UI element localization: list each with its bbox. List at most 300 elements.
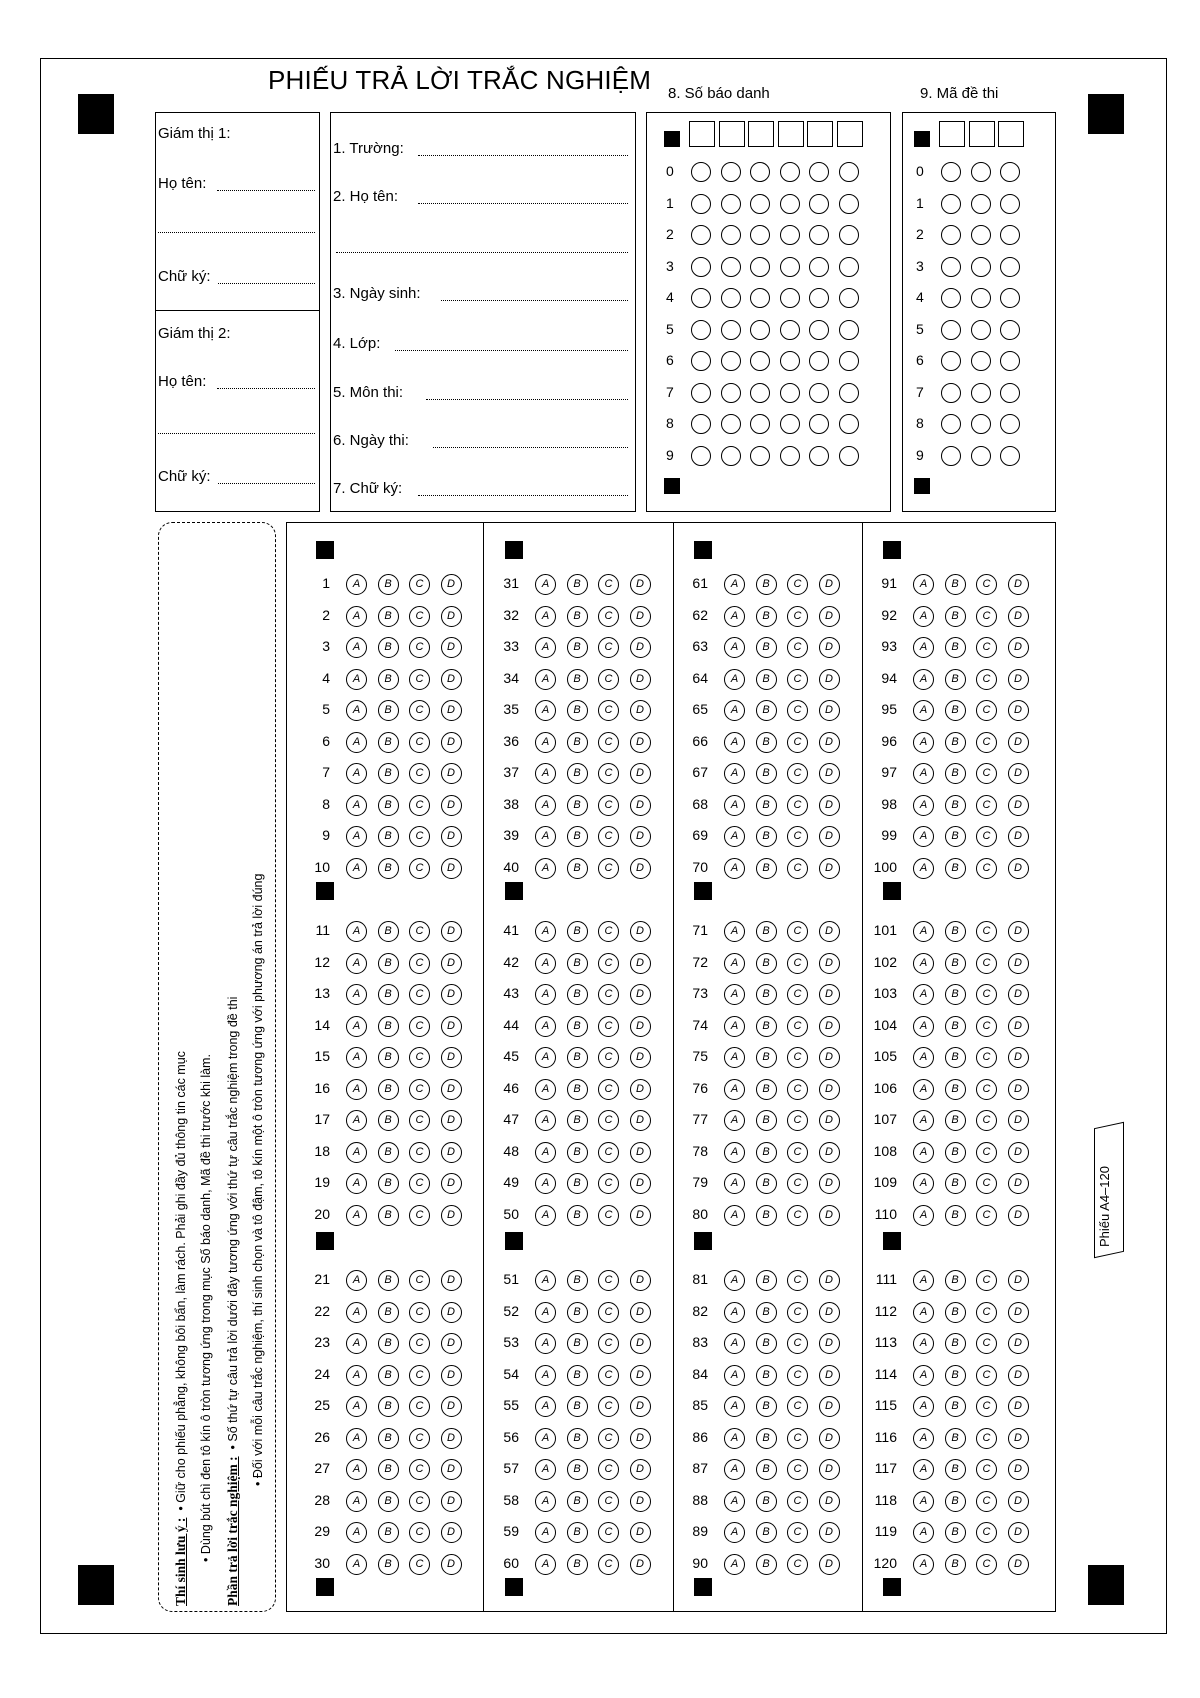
answer-bubble-b[interactable]: B [567,984,588,1005]
answer-bubble-b[interactable]: B [567,921,588,942]
answer-bubble-d[interactable]: D [819,763,840,784]
answer-bubble-c[interactable]: C [976,700,997,721]
answer-bubble-c[interactable]: C [598,1205,619,1226]
answer-bubble-a[interactable]: A [535,1173,556,1194]
answer-bubble-a[interactable]: A [724,1110,745,1131]
answer-bubble-a[interactable]: A [346,1016,367,1037]
sbd-bubble[interactable] [839,446,859,466]
answer-bubble-b[interactable]: B [567,1491,588,1512]
answer-bubble-d[interactable]: D [819,1491,840,1512]
answer-bubble-d[interactable]: D [441,858,462,879]
answer-bubble-b[interactable]: B [756,1079,777,1100]
answer-bubble-b[interactable]: B [756,1205,777,1226]
answer-bubble-c[interactable]: C [598,669,619,690]
made-bubble[interactable] [941,320,961,340]
sbd-write-cell[interactable] [748,121,774,147]
answer-bubble-b[interactable]: B [756,1173,777,1194]
sbd-write-cell[interactable] [719,121,745,147]
answer-bubble-a[interactable]: A [346,1428,367,1449]
answer-bubble-c[interactable]: C [976,637,997,658]
sbd-bubble[interactable] [809,288,829,308]
answer-bubble-a[interactable]: A [913,1016,934,1037]
answer-bubble-a[interactable]: A [724,1016,745,1037]
answer-bubble-a[interactable]: A [724,1302,745,1323]
answer-bubble-b[interactable]: B [756,1554,777,1575]
answer-bubble-a[interactable]: A [346,763,367,784]
sbd-bubble[interactable] [721,288,741,308]
answer-bubble-d[interactable]: D [819,1302,840,1323]
answer-bubble-c[interactable]: C [787,606,808,627]
answer-bubble-b[interactable]: B [378,1365,399,1386]
sbd-bubble[interactable] [780,194,800,214]
answer-bubble-d[interactable]: D [630,1396,651,1417]
answer-bubble-b[interactable]: B [945,984,966,1005]
answer-bubble-a[interactable]: A [913,732,934,753]
answer-bubble-d[interactable]: D [819,1142,840,1163]
answer-bubble-c[interactable]: C [976,1522,997,1543]
answer-bubble-c[interactable]: C [409,637,430,658]
answer-bubble-a[interactable]: A [346,858,367,879]
sbd-bubble[interactable] [750,288,770,308]
answer-bubble-c[interactable]: C [787,858,808,879]
answer-bubble-b[interactable]: B [756,858,777,879]
answer-bubble-c[interactable]: C [787,1110,808,1131]
supervisor2-name-field[interactable] [217,388,315,389]
answer-bubble-b[interactable]: B [567,1459,588,1480]
answer-bubble-d[interactable]: D [1008,795,1029,816]
sbd-bubble[interactable] [750,383,770,403]
answer-bubble-d[interactable]: D [441,1522,462,1543]
answer-bubble-d[interactable]: D [819,1459,840,1480]
answer-bubble-b[interactable]: B [378,795,399,816]
answer-bubble-d[interactable]: D [441,795,462,816]
sbd-bubble[interactable] [839,383,859,403]
answer-bubble-c[interactable]: C [598,637,619,658]
answer-bubble-c[interactable]: C [598,1302,619,1323]
info-field-input[interactable] [426,399,628,400]
answer-bubble-b[interactable]: B [945,1110,966,1131]
answer-bubble-d[interactable]: D [1008,574,1029,595]
answer-bubble-c[interactable]: C [409,1333,430,1354]
answer-bubble-c[interactable]: C [787,1302,808,1323]
answer-bubble-a[interactable]: A [724,732,745,753]
answer-bubble-d[interactable]: D [630,921,651,942]
answer-bubble-d[interactable]: D [819,1396,840,1417]
answer-bubble-a[interactable]: A [724,1365,745,1386]
answer-bubble-b[interactable]: B [945,953,966,974]
answer-bubble-c[interactable]: C [409,574,430,595]
answer-bubble-a[interactable]: A [535,1365,556,1386]
made-bubble[interactable] [941,194,961,214]
answer-bubble-c[interactable]: C [409,953,430,974]
answer-bubble-b[interactable]: B [378,606,399,627]
sbd-bubble[interactable] [809,383,829,403]
answer-bubble-a[interactable]: A [535,953,556,974]
answer-bubble-a[interactable]: A [724,606,745,627]
sbd-bubble[interactable] [780,320,800,340]
answer-bubble-a[interactable]: A [913,984,934,1005]
answer-bubble-c[interactable]: C [976,1428,997,1449]
sbd-bubble[interactable] [721,446,741,466]
answer-bubble-c[interactable]: C [787,1459,808,1480]
sbd-bubble[interactable] [839,194,859,214]
answer-bubble-c[interactable]: C [976,921,997,942]
answer-bubble-d[interactable]: D [819,1016,840,1037]
answer-bubble-d[interactable]: D [819,1365,840,1386]
answer-bubble-b[interactable]: B [378,574,399,595]
answer-bubble-b[interactable]: B [945,732,966,753]
sbd-bubble[interactable] [839,414,859,434]
answer-bubble-d[interactable]: D [441,1302,462,1323]
answer-bubble-c[interactable]: C [409,700,430,721]
answer-bubble-d[interactable]: D [630,700,651,721]
answer-bubble-c[interactable]: C [409,826,430,847]
answer-bubble-b[interactable]: B [378,700,399,721]
answer-bubble-a[interactable]: A [535,669,556,690]
answer-bubble-b[interactable]: B [945,1554,966,1575]
answer-bubble-b[interactable]: B [756,1047,777,1068]
sbd-bubble[interactable] [691,257,711,277]
answer-bubble-c[interactable]: C [409,1110,430,1131]
answer-bubble-a[interactable]: A [346,1173,367,1194]
made-bubble[interactable] [941,446,961,466]
answer-bubble-a[interactable]: A [535,1142,556,1163]
answer-bubble-b[interactable]: B [756,826,777,847]
answer-bubble-b[interactable]: B [756,606,777,627]
answer-bubble-c[interactable]: C [409,1522,430,1543]
answer-bubble-c[interactable]: C [598,1365,619,1386]
answer-bubble-c[interactable]: C [976,1270,997,1291]
answer-bubble-d[interactable]: D [1008,1079,1029,1100]
answer-bubble-a[interactable]: A [724,637,745,658]
sbd-bubble[interactable] [691,383,711,403]
answer-bubble-b[interactable]: B [945,1396,966,1417]
answer-bubble-b[interactable]: B [567,606,588,627]
answer-bubble-a[interactable]: A [346,921,367,942]
answer-bubble-c[interactable]: C [976,858,997,879]
answer-bubble-d[interactable]: D [819,953,840,974]
answer-bubble-a[interactable]: A [535,1459,556,1480]
answer-bubble-d[interactable]: D [1008,1016,1029,1037]
sbd-write-cell[interactable] [807,121,833,147]
answer-bubble-b[interactable]: B [567,574,588,595]
answer-bubble-b[interactable]: B [756,763,777,784]
answer-bubble-b[interactable]: B [756,1396,777,1417]
answer-bubble-d[interactable]: D [1008,984,1029,1005]
answer-bubble-d[interactable]: D [819,1047,840,1068]
answer-bubble-b[interactable]: B [567,1047,588,1068]
answer-bubble-b[interactable]: B [567,1302,588,1323]
answer-bubble-c[interactable]: C [598,1016,619,1037]
answer-bubble-a[interactable]: A [535,1522,556,1543]
answer-bubble-d[interactable]: D [819,1522,840,1543]
answer-bubble-b[interactable]: B [567,795,588,816]
answer-bubble-c[interactable]: C [598,732,619,753]
answer-bubble-b[interactable]: B [378,1016,399,1037]
answer-bubble-c[interactable]: C [976,1333,997,1354]
answer-bubble-d[interactable]: D [819,1428,840,1449]
made-bubble[interactable] [971,383,991,403]
made-bubble[interactable] [1000,383,1020,403]
answer-bubble-b[interactable]: B [378,763,399,784]
answer-bubble-d[interactable]: D [819,1205,840,1226]
answer-bubble-b[interactable]: B [567,1522,588,1543]
answer-bubble-d[interactable]: D [1008,700,1029,721]
answer-bubble-a[interactable]: A [724,1173,745,1194]
answer-bubble-a[interactable]: A [724,1554,745,1575]
answer-bubble-d[interactable]: D [630,1270,651,1291]
answer-bubble-b[interactable]: B [756,1016,777,1037]
answer-bubble-b[interactable]: B [945,921,966,942]
answer-bubble-c[interactable]: C [976,606,997,627]
answer-bubble-b[interactable]: B [567,858,588,879]
answer-bubble-a[interactable]: A [535,1302,556,1323]
answer-bubble-b[interactable]: B [378,953,399,974]
answer-bubble-b[interactable]: B [756,1428,777,1449]
answer-bubble-a[interactable]: A [724,1205,745,1226]
sbd-bubble[interactable] [780,288,800,308]
answer-bubble-b[interactable]: B [945,669,966,690]
answer-bubble-c[interactable]: C [976,953,997,974]
answer-bubble-a[interactable]: A [724,921,745,942]
answer-bubble-d[interactable]: D [441,1016,462,1037]
sbd-bubble[interactable] [809,162,829,182]
answer-bubble-b[interactable]: B [945,826,966,847]
answer-bubble-c[interactable]: C [598,1270,619,1291]
answer-bubble-b[interactable]: B [378,1428,399,1449]
answer-bubble-d[interactable]: D [1008,1365,1029,1386]
answer-bubble-a[interactable]: A [535,1333,556,1354]
answer-bubble-a[interactable]: A [913,1522,934,1543]
answer-bubble-a[interactable]: A [724,1079,745,1100]
answer-bubble-d[interactable]: D [441,1459,462,1480]
answer-bubble-c[interactable]: C [787,669,808,690]
answer-bubble-c[interactable]: C [598,1554,619,1575]
answer-bubble-c[interactable]: C [787,1554,808,1575]
answer-bubble-d[interactable]: D [630,984,651,1005]
answer-bubble-d[interactable]: D [630,1365,651,1386]
answer-bubble-a[interactable]: A [913,606,934,627]
answer-bubble-d[interactable]: D [1008,1396,1029,1417]
answer-bubble-d[interactable]: D [630,637,651,658]
answer-bubble-d[interactable]: D [630,1522,651,1543]
answer-bubble-b[interactable]: B [567,1205,588,1226]
answer-bubble-b[interactable]: B [945,1365,966,1386]
answer-bubble-c[interactable]: C [598,984,619,1005]
answer-bubble-b[interactable]: B [567,1554,588,1575]
sbd-bubble[interactable] [780,383,800,403]
answer-bubble-c[interactable]: C [409,795,430,816]
made-bubble[interactable] [1000,351,1020,371]
answer-bubble-b[interactable]: B [945,1016,966,1037]
answer-bubble-d[interactable]: D [1008,953,1029,974]
sbd-bubble[interactable] [809,446,829,466]
sbd-bubble[interactable] [839,257,859,277]
answer-bubble-a[interactable]: A [346,795,367,816]
answer-bubble-d[interactable]: D [819,858,840,879]
answer-bubble-c[interactable]: C [976,1459,997,1480]
answer-bubble-d[interactable]: D [441,669,462,690]
answer-bubble-d[interactable]: D [441,763,462,784]
answer-bubble-d[interactable]: D [1008,1270,1029,1291]
answer-bubble-a[interactable]: A [346,669,367,690]
answer-bubble-a[interactable]: A [724,1047,745,1068]
answer-bubble-d[interactable]: D [1008,1110,1029,1131]
answer-bubble-c[interactable]: C [409,1079,430,1100]
answer-bubble-c[interactable]: C [409,1365,430,1386]
answer-bubble-d[interactable]: D [819,1079,840,1100]
answer-bubble-a[interactable]: A [724,574,745,595]
answer-bubble-a[interactable]: A [724,858,745,879]
sbd-bubble[interactable] [691,194,711,214]
answer-bubble-b[interactable]: B [756,795,777,816]
answer-bubble-d[interactable]: D [1008,1554,1029,1575]
answer-bubble-d[interactable]: D [630,795,651,816]
info-field-input[interactable] [418,495,628,496]
answer-bubble-d[interactable]: D [441,1333,462,1354]
made-bubble[interactable] [971,414,991,434]
answer-bubble-c[interactable]: C [409,1016,430,1037]
answer-bubble-d[interactable]: D [819,637,840,658]
made-bubble[interactable] [941,383,961,403]
answer-bubble-a[interactable]: A [913,826,934,847]
answer-bubble-d[interactable]: D [1008,1428,1029,1449]
answer-bubble-b[interactable]: B [378,1079,399,1100]
sbd-bubble[interactable] [809,257,829,277]
answer-bubble-c[interactable]: C [598,1428,619,1449]
answer-bubble-d[interactable]: D [441,826,462,847]
answer-bubble-a[interactable]: A [346,1142,367,1163]
sbd-bubble[interactable] [691,446,711,466]
answer-bubble-b[interactable]: B [567,1173,588,1194]
sbd-bubble[interactable] [809,194,829,214]
sbd-bubble[interactable] [750,446,770,466]
answer-bubble-c[interactable]: C [787,1522,808,1543]
answer-bubble-a[interactable]: A [346,1522,367,1543]
sbd-bubble[interactable] [780,414,800,434]
answer-bubble-c[interactable]: C [787,1205,808,1226]
answer-bubble-d[interactable]: D [630,1491,651,1512]
made-bubble[interactable] [971,320,991,340]
answer-bubble-d[interactable]: D [630,953,651,974]
answer-bubble-d[interactable]: D [819,574,840,595]
answer-bubble-c[interactable]: C [598,1333,619,1354]
answer-bubble-d[interactable]: D [819,826,840,847]
answer-bubble-a[interactable]: A [913,1365,934,1386]
answer-bubble-c[interactable]: C [598,1173,619,1194]
answer-bubble-d[interactable]: D [630,1333,651,1354]
answer-bubble-c[interactable]: C [976,1365,997,1386]
made-bubble[interactable] [941,162,961,182]
answer-bubble-b[interactable]: B [756,1270,777,1291]
answer-bubble-a[interactable]: A [913,1333,934,1354]
made-bubble[interactable] [971,257,991,277]
answer-bubble-a[interactable]: A [346,1079,367,1100]
answer-bubble-d[interactable]: D [630,1459,651,1480]
answer-bubble-c[interactable]: C [598,1522,619,1543]
info-field-input-extra[interactable] [336,252,628,253]
answer-bubble-a[interactable]: A [913,1554,934,1575]
answer-bubble-b[interactable]: B [756,1142,777,1163]
answer-bubble-c[interactable]: C [976,1396,997,1417]
answer-bubble-d[interactable]: D [1008,1522,1029,1543]
answer-bubble-b[interactable]: B [378,637,399,658]
answer-bubble-a[interactable]: A [913,1110,934,1131]
answer-bubble-d[interactable]: D [819,1110,840,1131]
answer-bubble-d[interactable]: D [1008,1333,1029,1354]
supervisor2-name-field-2[interactable] [158,433,315,434]
answer-bubble-b[interactable]: B [378,1459,399,1480]
answer-bubble-a[interactable]: A [535,984,556,1005]
answer-bubble-c[interactable]: C [409,1173,430,1194]
answer-bubble-b[interactable]: B [567,700,588,721]
answer-bubble-a[interactable]: A [346,606,367,627]
answer-bubble-d[interactable]: D [630,1079,651,1100]
answer-bubble-b[interactable]: B [945,700,966,721]
answer-bubble-b[interactable]: B [945,1302,966,1323]
answer-bubble-c[interactable]: C [409,1428,430,1449]
made-bubble[interactable] [971,446,991,466]
answer-bubble-d[interactable]: D [441,953,462,974]
answer-bubble-c[interactable]: C [787,700,808,721]
answer-bubble-b[interactable]: B [756,1491,777,1512]
answer-bubble-c[interactable]: C [409,606,430,627]
answer-bubble-a[interactable]: A [535,1396,556,1417]
answer-bubble-c[interactable]: C [598,1142,619,1163]
answer-bubble-b[interactable]: B [756,1365,777,1386]
answer-bubble-b[interactable]: B [378,1396,399,1417]
answer-bubble-b[interactable]: B [945,1047,966,1068]
made-bubble[interactable] [971,351,991,371]
answer-bubble-d[interactable]: D [1008,763,1029,784]
sbd-bubble[interactable] [839,320,859,340]
answer-bubble-a[interactable]: A [346,1491,367,1512]
answer-bubble-a[interactable]: A [724,669,745,690]
answer-bubble-d[interactable]: D [630,826,651,847]
sbd-bubble[interactable] [691,414,711,434]
answer-bubble-c[interactable]: C [976,1142,997,1163]
answer-bubble-b[interactable]: B [945,1522,966,1543]
answer-bubble-a[interactable]: A [346,1396,367,1417]
answer-bubble-b[interactable]: B [378,1333,399,1354]
answer-bubble-c[interactable]: C [598,1110,619,1131]
answer-bubble-a[interactable]: A [724,763,745,784]
answer-bubble-b[interactable]: B [378,1047,399,1068]
answer-bubble-d[interactable]: D [630,858,651,879]
answer-bubble-d[interactable]: D [441,1205,462,1226]
answer-bubble-a[interactable]: A [535,1047,556,1068]
answer-bubble-c[interactable]: C [598,1459,619,1480]
answer-bubble-b[interactable]: B [945,606,966,627]
answer-bubble-c[interactable]: C [598,826,619,847]
answer-bubble-b[interactable]: B [378,1205,399,1226]
answer-bubble-b[interactable]: B [567,1110,588,1131]
answer-bubble-b[interactable]: B [945,1205,966,1226]
answer-bubble-a[interactable]: A [535,1016,556,1037]
answer-bubble-d[interactable]: D [819,795,840,816]
answer-bubble-a[interactable]: A [913,1459,934,1480]
made-bubble[interactable] [971,288,991,308]
made-bubble[interactable] [1000,446,1020,466]
answer-bubble-c[interactable]: C [787,1270,808,1291]
answer-bubble-c[interactable]: C [598,921,619,942]
sbd-bubble[interactable] [780,162,800,182]
made-bubble[interactable] [941,225,961,245]
answer-bubble-d[interactable]: D [441,1173,462,1194]
answer-bubble-a[interactable]: A [346,1459,367,1480]
answer-bubble-a[interactable]: A [913,574,934,595]
sbd-bubble[interactable] [691,162,711,182]
